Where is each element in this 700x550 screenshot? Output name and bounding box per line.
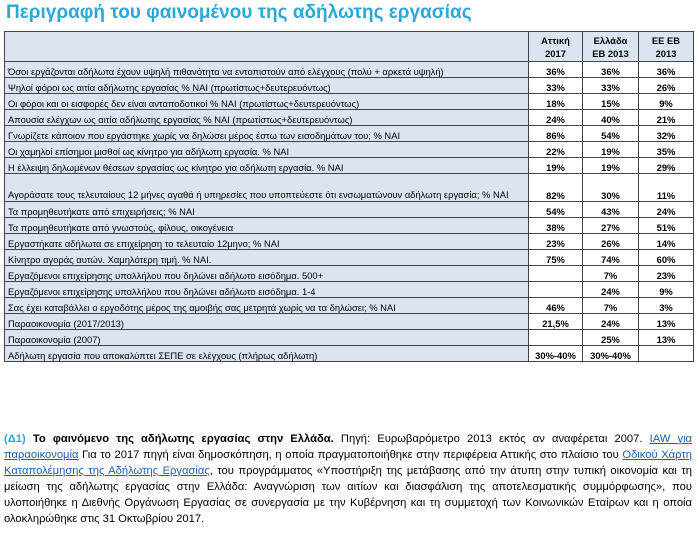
value-attiki: 18% (529, 94, 583, 110)
table-row (5, 202, 694, 218)
value-ellada: 27% (583, 218, 639, 234)
row-label: Παραοικονομία (2017/2013) (5, 314, 529, 330)
value-ellada: 43% (583, 202, 639, 218)
value-ellada: 15% (583, 94, 639, 110)
value-ellada: 24% (583, 282, 639, 298)
table-row (5, 110, 694, 126)
value-attiki: 38% (529, 218, 583, 234)
value-attiki (529, 282, 583, 298)
caption-label: (Δ1) (4, 433, 26, 445)
table-row (5, 298, 694, 314)
row-label: Κίνητρο αγοράς αυτών. Χαμηλότερη τιμή. % ΝΑΙ. (5, 250, 529, 266)
table-body (5, 62, 694, 362)
row-label: Τα προμηθευτήκατε από επιχειρήσεις; % ΝΑΙ (5, 202, 529, 218)
row-label: Τα προμηθευτήκατε από γνωστούς, φίλους, οικογένεια (5, 218, 529, 234)
row-label: Αγοράσατε τους τελευταίους 12 μήνες αγαθά ή υπηρεσίες που υποπτεύεστε ότι ενσωματώνουν αδήλωτη εργασία; % ΝΑΙ (5, 174, 529, 202)
value-attiki: 24% (529, 110, 583, 126)
column-header-line: 2017 (545, 47, 566, 59)
value-ee: 13% (639, 314, 694, 330)
value-ellada: 7% (583, 298, 639, 314)
table-row (5, 174, 694, 202)
value-ee: 13% (639, 330, 694, 346)
page-title: Περιγραφή του φαινομένου της αδήλωτης εργασίας (6, 2, 472, 23)
table-row (5, 78, 694, 94)
value-ellada: 7% (583, 266, 639, 282)
value-ellada: 30%-40% (583, 346, 639, 362)
roadmap-link[interactable]: Οδικού Χάρτη Καταπολέμησης της Αδήλωτης Εργασίας (4, 449, 692, 477)
table-row (5, 62, 694, 78)
value-ellada: 33% (583, 78, 639, 94)
row-label: Η έλλειψη δηλωμένων θέσεων εργασίας ως κίνητρο για αδήλωτη εργασία. % ΝΑΙ (5, 158, 529, 174)
caption-text: Για το 2017 πηγή είναι δημοσκόπηση, η οποία πραγματοποιήθηκε στην περιφέρεια Αττικής στο πλαίσιο του (82, 449, 619, 461)
value-ee: 60% (639, 250, 694, 266)
header-blank-cell (5, 32, 529, 62)
value-ellada: 40% (583, 110, 639, 126)
value-ee: 51% (639, 218, 694, 234)
value-ee: 9% (639, 94, 694, 110)
value-ee: 29% (639, 158, 694, 174)
row-label: Ψηλοί φόροι ως αιτία αδήλωτης εργασίας % ΝΑΙ (πρωτίστως+δευτερευόντως) (5, 78, 529, 94)
value-attiki: 30%-40% (529, 346, 583, 362)
row-label: Αδήλωτη εργασία που αποκαλύπτει ΣΕΠΕ σε ελέγχους (πλήρως αδήλωτη) (5, 346, 529, 362)
value-ee: 26% (639, 78, 694, 94)
value-ellada: 26% (583, 234, 639, 250)
column-header-ellada (583, 32, 639, 62)
table-row (5, 330, 694, 346)
value-attiki: 22% (529, 142, 583, 158)
value-attiki: 82% (529, 174, 583, 202)
row-label: Εργαστήκατε αδήλωτα σε επιχείρηση το τελευταίο 12μηνο; % ΝΑΙ (5, 234, 529, 250)
caption-title: Το φαινόμενο της αδήλωτης εργασίας στην Ελλάδα. (32, 433, 334, 445)
value-ee: 9% (639, 282, 694, 298)
value-attiki: 19% (529, 158, 583, 174)
value-ellada: 24% (583, 314, 639, 330)
row-label: Όσοι εργάζονται αδήλωτα έχουν υψηλή πιθανότητα να εντοπιστούν από ελέγχους (πολύ + αρκετά υψηλή) (5, 62, 529, 78)
value-ellada: 36% (583, 62, 639, 78)
table-row (5, 282, 694, 298)
column-header-line: Ελλάδα (593, 34, 628, 46)
column-header-line: Αττική (541, 34, 570, 46)
value-ellada: 19% (583, 158, 639, 174)
value-attiki: 54% (529, 202, 583, 218)
column-header-attiki (529, 32, 583, 62)
value-ee: 32% (639, 126, 694, 142)
value-ellada: 19% (583, 142, 639, 158)
value-attiki: 23% (529, 234, 583, 250)
value-attiki (529, 266, 583, 282)
iaw-link[interactable]: IAW για παραοικονομία (4, 433, 693, 461)
row-label: Γνωρίζετε κάποιον που εργάστηκε χωρίς να δηλώσει μέρος έστω των εισοδημάτων του; % ΝΑΙ (5, 126, 529, 142)
table-row (5, 126, 694, 142)
row-label: Οι χαμηλοί επίσημοι μισθοί ως κίνητρο για αδήλωτη εργασία. % ΝΑΙ (5, 142, 529, 158)
value-ee: 24% (639, 202, 694, 218)
table-row (5, 142, 694, 158)
row-label: Εργαζόμενοι επιχείρησης υπαλλήλου που δηλώνει αδήλωτο εισόδημα. 1-4 (5, 282, 529, 298)
value-ee: 35% (639, 142, 694, 158)
table-row (5, 94, 694, 110)
value-attiki: 46% (529, 298, 583, 314)
table-row (5, 158, 694, 174)
table-row (5, 218, 694, 234)
value-ee: 11% (639, 174, 694, 202)
value-ellada: 30% (583, 174, 639, 202)
value-attiki: 86% (529, 126, 583, 142)
value-attiki: 36% (529, 62, 583, 78)
value-attiki: 21,5% (529, 314, 583, 330)
table-row (5, 250, 694, 266)
column-header-line: 2013 (655, 47, 677, 59)
column-header-line: ΕΕ ΕΒ (651, 34, 681, 46)
table-row (5, 266, 694, 282)
value-ee: 14% (639, 234, 694, 250)
row-label: Εργαζόμενοι επιχείρησης υπαλλήλου που δηλώνει αδήλωτο εισόδημα. 500+ (5, 266, 529, 282)
value-attiki: 75% (529, 250, 583, 266)
value-ee: 36% (639, 62, 694, 78)
value-ee (639, 346, 694, 362)
row-label: Σας έχει καταβάλλει ο εργοδότης μέρος της αμοιβής σας μετρητά χωρίς να τα δηλώσει; % ΝΑΙ (5, 298, 529, 314)
caption-paragraph (4, 431, 692, 527)
table-row (5, 314, 694, 330)
row-label: Απουσία ελέγχων ως αιτία αδήλωτης εργασίας % ΝΑΙ (πρωτίστως+δευτερευόντως) (5, 110, 529, 126)
value-ellada: 74% (583, 250, 639, 266)
value-ellada: 25% (583, 330, 639, 346)
survey-table (4, 31, 694, 362)
value-ellada: 54% (583, 126, 639, 142)
caption-text-continued: , του προγράμματος «Υποστήριξη της μετάβασης από την άτυπη στην τυπική οικονομία και τη μείωση της αδήλωτης εργασίας στην Ελλάδα: Αναγνώριση των αιτίων και διασφάλιση της αποτελεσματικής συμμόρφωσης», που υλοποιήθηκε η Διεθνής Οργάνωση Εργασίας σε συνεργασία με την Κυβέρνηση και τη συμμετοχή των Κοινωνικών Εταίρων και η οποία ολοκληρώθηκε στις 31 Οκτωβρίου 2017. (4, 465, 692, 525)
row-label: Παραοικονομία (2007) (5, 330, 529, 346)
value-ee: 21% (639, 110, 694, 126)
row-label: Οι φόροι και οι εισφορές δεν είναι ανταποδοτικοί % ΝΑΙ (πρωτίστως+δευτερευόντως) (5, 94, 529, 110)
table-row (5, 234, 694, 250)
table-header-row (5, 32, 694, 62)
value-attiki (529, 330, 583, 346)
value-ee: 23% (639, 266, 694, 282)
column-header-line: ΕΒ 2013 (592, 47, 629, 59)
value-attiki: 33% (529, 78, 583, 94)
caption-source: Πηγή: Ευρωβαρόμετρο 2013 εκτός αν αναφέρεται 2007. (340, 433, 643, 445)
table-row (5, 346, 694, 362)
value-ee: 3% (639, 298, 694, 314)
column-header-ee (639, 32, 694, 62)
